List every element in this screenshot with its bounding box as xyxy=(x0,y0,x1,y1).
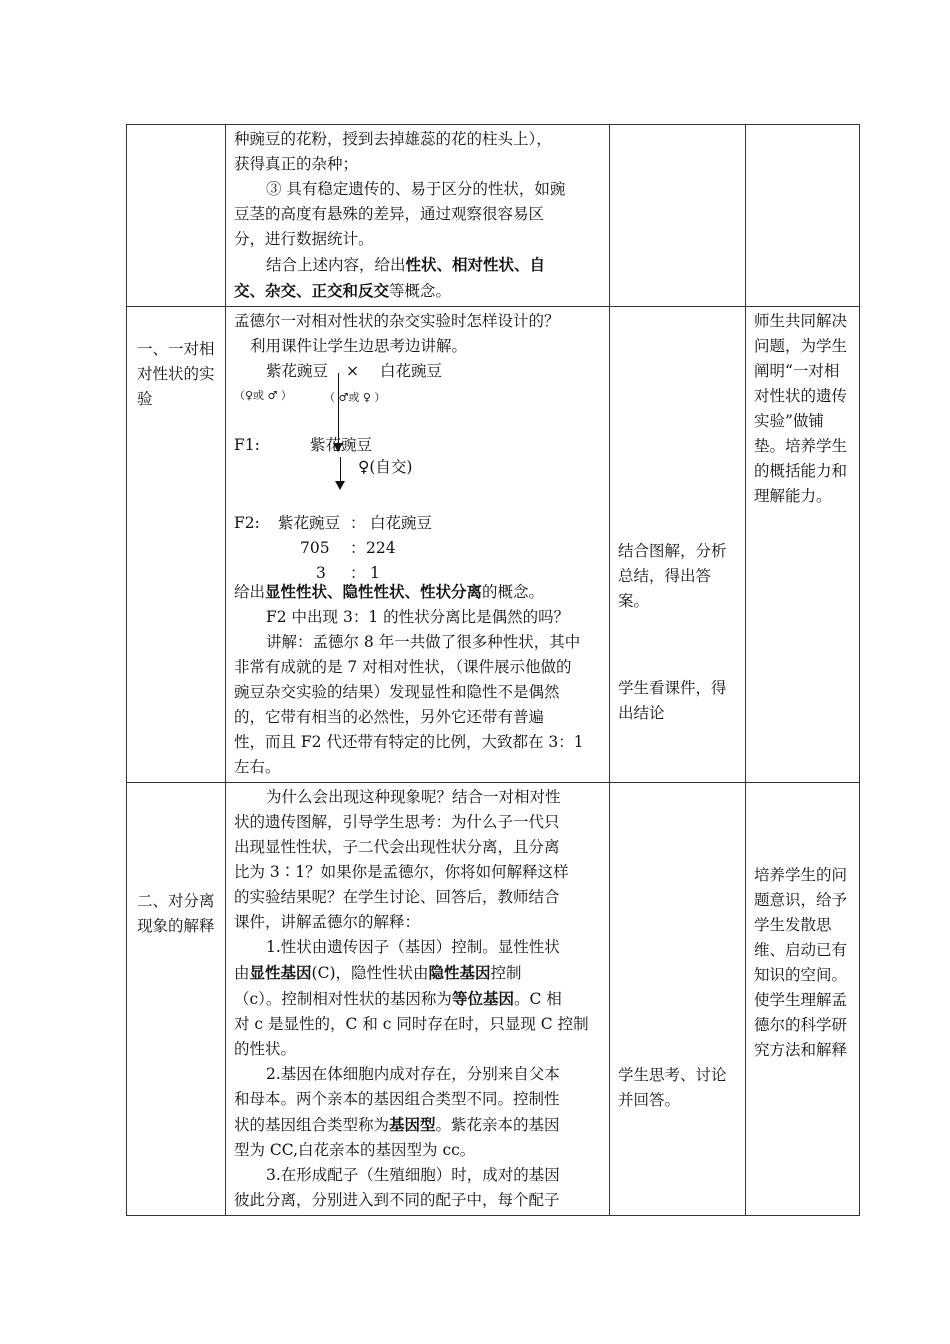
f1-value: 紫花豌豆 xyxy=(310,436,373,454)
arrow-line xyxy=(340,457,341,483)
design-purpose-cell xyxy=(746,783,860,1216)
stage-title: 一、一对相对性状的实验 xyxy=(137,340,215,408)
ratio-left: 3 xyxy=(316,564,326,582)
text-line: 1.性状由遗传因子（基因）控制。显性性状 xyxy=(266,938,560,956)
design-purpose-cell xyxy=(746,125,860,307)
text-line: 比为 3∶1？如果你是孟德尔，你将如何解释这样 xyxy=(234,863,569,881)
f2-white: 白花豌豆 xyxy=(370,514,433,532)
f2-label: F2: xyxy=(234,514,260,532)
summary-line: 结合上述内容，给出性状、相对性状、自 xyxy=(266,255,546,274)
text-line: （c）。控制相对性状的基因称为等位基因。C 相 xyxy=(234,989,562,1008)
stage-cell xyxy=(127,125,226,307)
parent-purple-sex: （♀或 ♂ ） xyxy=(234,389,292,402)
text-line: 课件，讲解孟德尔的解释： xyxy=(234,913,421,931)
text-line: 分，进行数据统计。 xyxy=(234,230,374,248)
cross-diagram xyxy=(234,359,601,582)
student-activity-cell xyxy=(610,307,746,783)
text-line: ③ 具有稳定遗传的、易于区分的性状，如豌 xyxy=(266,180,566,198)
text-line: 出现显性性状，子二代会出现性状分离，且分离 xyxy=(234,838,560,856)
text-line: 获得真正的杂种； xyxy=(234,155,359,173)
arrow-down-icon xyxy=(335,481,345,490)
design-purpose-text: 培养学生的问题意识，给予学生发散思维、启动已有知识的空间。使学生理解孟德尔的科学研究方法和解释 xyxy=(754,866,848,1059)
question-line: F2 中出现 3：1 的性状分离比是偶然的吗？ xyxy=(266,608,570,626)
f1-label: F1: xyxy=(234,436,260,454)
text-line: 状的基因组合类型称为基因型。紫花亲本的基因 xyxy=(234,1115,560,1134)
teacher-activity-cell xyxy=(226,125,610,307)
parent-white: 白花豌豆 xyxy=(380,362,443,380)
text-line: 由显性基因(C)，隐性性状由隐性基因控制 xyxy=(234,963,522,982)
text-line: 种豌豆的花粉，授到去掉雄蕊的花的柱头上）， xyxy=(234,130,552,148)
text-line: 的性状。 xyxy=(234,1040,297,1058)
student-activity-text: 学生看课件，得出结论 xyxy=(618,679,727,722)
cross-symbol: × xyxy=(346,362,359,380)
concept-line: 给出显性性状、隐性性状、性状分离的概念。 xyxy=(234,582,545,601)
parent-white-sex: （ ♂或 ♀ ） xyxy=(324,391,386,404)
student-activity-cell xyxy=(610,125,746,307)
ratio-colon: ： xyxy=(350,564,366,582)
teacher-activity-cell xyxy=(226,783,610,1216)
text-line: 彼此分离，分别进入到不同的配子中，每个配子 xyxy=(234,1191,560,1209)
text-line: 的，它带有相当的必然性，另外它还带有普遍 xyxy=(234,708,545,726)
text-line: 利用课件让学生边思考边讲解。 xyxy=(250,337,468,355)
f2-purple: 紫花豌豆 xyxy=(278,514,341,532)
stage-title: 二、对分离现象的解释 xyxy=(137,892,215,935)
text-line: 3.在形成配子（生殖细胞）时，成对的基因 xyxy=(266,1166,560,1184)
stage-cell xyxy=(127,307,226,783)
count-purple: 705 xyxy=(300,539,330,557)
teacher-activity-cell xyxy=(226,307,610,783)
text-line: 的实验结果呢？在学生讨论、回答后，教师结合 xyxy=(234,888,560,906)
text-line: 型为 CC,白花亲本的基因型为 cc。 xyxy=(234,1141,476,1159)
f2-colon: ： xyxy=(350,514,366,532)
student-activity-text: 学生思考、讨论并回答。 xyxy=(618,1066,727,1109)
summary-line: 交、杂交、正交和反交等概念。 xyxy=(234,281,452,300)
text-line: 讲解：孟德尔 8 年一共做了很多种性状，其中 xyxy=(266,633,581,651)
count-colon: ： xyxy=(350,539,366,557)
text-line: 豌豆杂交实验的结果）发现显性和隐性不是偶然 xyxy=(234,683,560,701)
text-line: 状的遗传图解，引导学生思考：为什么子一代只 xyxy=(234,813,560,831)
text-line: 左右。 xyxy=(234,758,281,776)
ratio-right: 1 xyxy=(370,564,380,582)
text-line: 为什么会出现这种现象呢？结合一对相对性 xyxy=(266,788,561,806)
lesson-plan-table xyxy=(126,124,860,1216)
stage-cell xyxy=(127,783,226,1216)
design-purpose-text: 师生共同解决问题，为学生阐明“一对相对性状的遗传实验”做铺垫。培养学生的概括能力和理解能力。 xyxy=(754,312,848,505)
text-line: 和母本。两个亲本的基因组合类型不同。控制性 xyxy=(234,1090,560,1108)
count-white: 224 xyxy=(366,539,396,557)
text-line: 对 c 是显性的，C 和 c 同时存在时，只显现 C 控制 xyxy=(234,1015,589,1033)
text-line: 非常有成就的是 7 对相对性状，（课件展示他做的 xyxy=(234,658,572,676)
self-cross-label: ♀(自交) xyxy=(358,458,413,476)
student-activity-cell xyxy=(610,783,746,1216)
text-line: 2.基因在体细胞内成对存在，分别来自父本 xyxy=(266,1065,560,1083)
table-row xyxy=(127,125,860,307)
design-purpose-cell xyxy=(746,307,860,783)
table-row xyxy=(127,783,860,1216)
question-line: 孟德尔一对相对性状的杂交实验时怎样设计的？ xyxy=(234,312,560,330)
student-activity-text: 结合图解，分析总结，得出答案。 xyxy=(618,542,727,610)
text-line: 豆茎的高度有悬殊的差异，通过观察很容易区 xyxy=(234,205,545,223)
text-line: 性，而且 F2 代还带有特定的比例，大致都在 3：1 xyxy=(234,733,584,751)
table-row xyxy=(127,307,860,783)
parent-purple: 紫花豌豆 xyxy=(266,362,329,380)
